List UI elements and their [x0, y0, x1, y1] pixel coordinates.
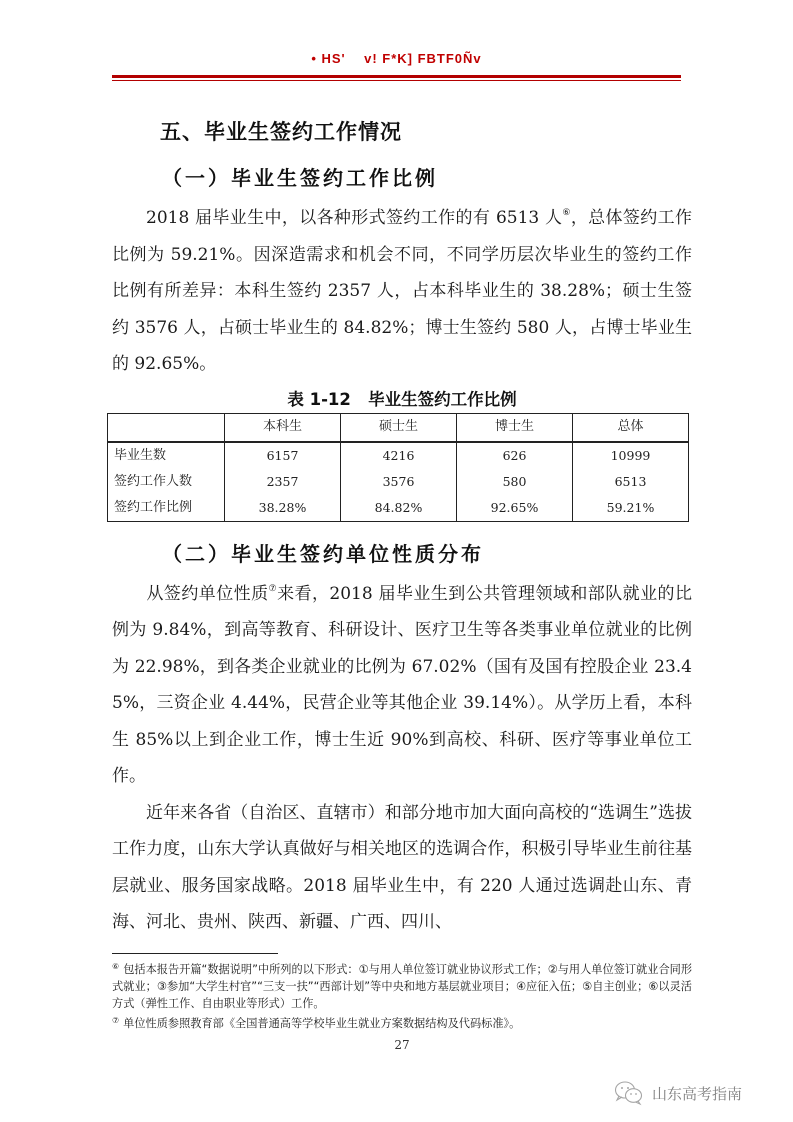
table-cell: 6513	[573, 469, 689, 495]
running-header: • HS' v! F*K] FBTF0Ñv	[311, 51, 482, 66]
table-corner-cell	[108, 413, 225, 442]
footnote-mark: ⑥	[112, 962, 120, 971]
table-row	[108, 469, 689, 495]
table-cell: 92.65%	[457, 495, 573, 522]
row-label: 签约工作人数	[114, 473, 193, 489]
table-cell: 10999	[573, 442, 689, 469]
paragraph-selected-graduates	[112, 795, 692, 941]
subsection-title-1: （一）毕业生签约工作比例	[162, 166, 438, 190]
table-cell: 3576	[341, 469, 457, 495]
paragraph-text: ，总体签约工作比例为 59.21%。因深造需求和机会不同，不同学历层次毕业生的签约工作比例有所差异：本科生签约 2357 人，占本科毕业生的 38.28%；硕士生签约 3576 人，占硕士毕业生的 84.82%；博士生签约 580 人，占博士毕业生的 92.65%。	[112, 208, 692, 374]
column-header: 总体	[573, 413, 689, 442]
paragraph-text: 来看，2018 届毕业生到公共管理领域和部队就业的比例为 9.84%，到高等教育、科研设计、医疗卫生等各类事业单位就业的比例为 22.98%，到各类企业就业的比例为 67.02%（国有及国有控股企业 23.45%，三资企业 4.44%，民营企业等其他企业 39.14%）。从学历上看，本科生 85%以上到企业工作，博士生近 90%到高校、科研、医疗等事业单位工作。	[112, 583, 693, 786]
paragraph-unit-nature	[112, 576, 692, 795]
footnotes	[112, 958, 692, 1032]
footnote-6	[112, 958, 692, 1012]
row-label: 毕业生数	[114, 447, 167, 463]
paragraph-text: 近年来各省（自治区、直辖市）和部分地市加大面向高校的“选调生”选拔工作力度，山东大学认真做好与相关地区的选调合作，积极引导毕业生前往基层就业、服务国家战略。2018 届毕业生中，有 220 人通过选调赴山东、青海、河北、贵州、陕西、新疆、广西、四川、	[112, 802, 692, 932]
page-number: 27	[394, 1038, 410, 1052]
table-cell: 4216	[341, 442, 457, 469]
watermark	[614, 1080, 742, 1106]
footnote-ref-7[interactable]: ⑦	[268, 583, 278, 594]
paragraph-signing-ratio	[112, 200, 692, 383]
watermark-text: 山东高考指南	[652, 1084, 743, 1103]
section-title: 五、毕业生签约工作情况	[160, 120, 402, 144]
wechat-icon	[614, 1080, 644, 1106]
table-row	[108, 442, 689, 469]
subsection-title-2: （二）毕业生签约单位性质分布	[162, 541, 484, 566]
table-cell: 6157	[225, 442, 341, 469]
column-header: 硕士生	[341, 413, 457, 442]
footnote-ref-6[interactable]: ⑥	[562, 208, 571, 218]
footnote-mark: ⑦	[112, 1016, 120, 1025]
header-rule-thin	[112, 80, 681, 81]
footnote-7	[112, 1012, 692, 1032]
footnote-separator	[112, 953, 278, 954]
page-bottom	[112, 953, 692, 1052]
footnote-text: 包括本报告开篇“数据说明”中所列的以下形式：①与用人单位签订就业协议形式工作；②与用人单位签订就业合同形式就业；③参加“大学生村官”“三支一扶”“西部计划”等中央和地方基层就业项目；④应征入伍；⑤自主创业；⑥以灵活方式（弹性工作、自由职业等形式）工作。	[112, 963, 693, 1010]
table-cell: 59.21%	[573, 495, 689, 522]
paragraph-text: 2018 届毕业生中，以各种形式签约工作的有 6513 人	[146, 208, 563, 228]
paragraph-text: 从签约单位性质	[146, 583, 269, 604]
footnote-text: 单位性质参照教育部《全国普通高等学校毕业生就业方案数据结构及代码标准》。	[123, 1017, 521, 1030]
table-row	[108, 495, 689, 522]
page-body	[112, 112, 692, 941]
column-header: 博士生	[457, 413, 573, 442]
table-header-row	[108, 413, 689, 442]
table-caption: 表 1-12 毕业生签约工作比例	[287, 389, 517, 409]
signing-ratio-table	[107, 413, 689, 522]
header-rule-thick	[112, 75, 681, 78]
row-label: 签约工作比例	[114, 499, 193, 515]
column-header: 本科生	[225, 413, 341, 442]
table-cell: 84.82%	[341, 495, 457, 522]
table-cell: 2357	[225, 469, 341, 495]
table-cell: 580	[457, 469, 573, 495]
table-cell: 38.28%	[225, 495, 341, 522]
table-cell: 626	[457, 442, 573, 469]
